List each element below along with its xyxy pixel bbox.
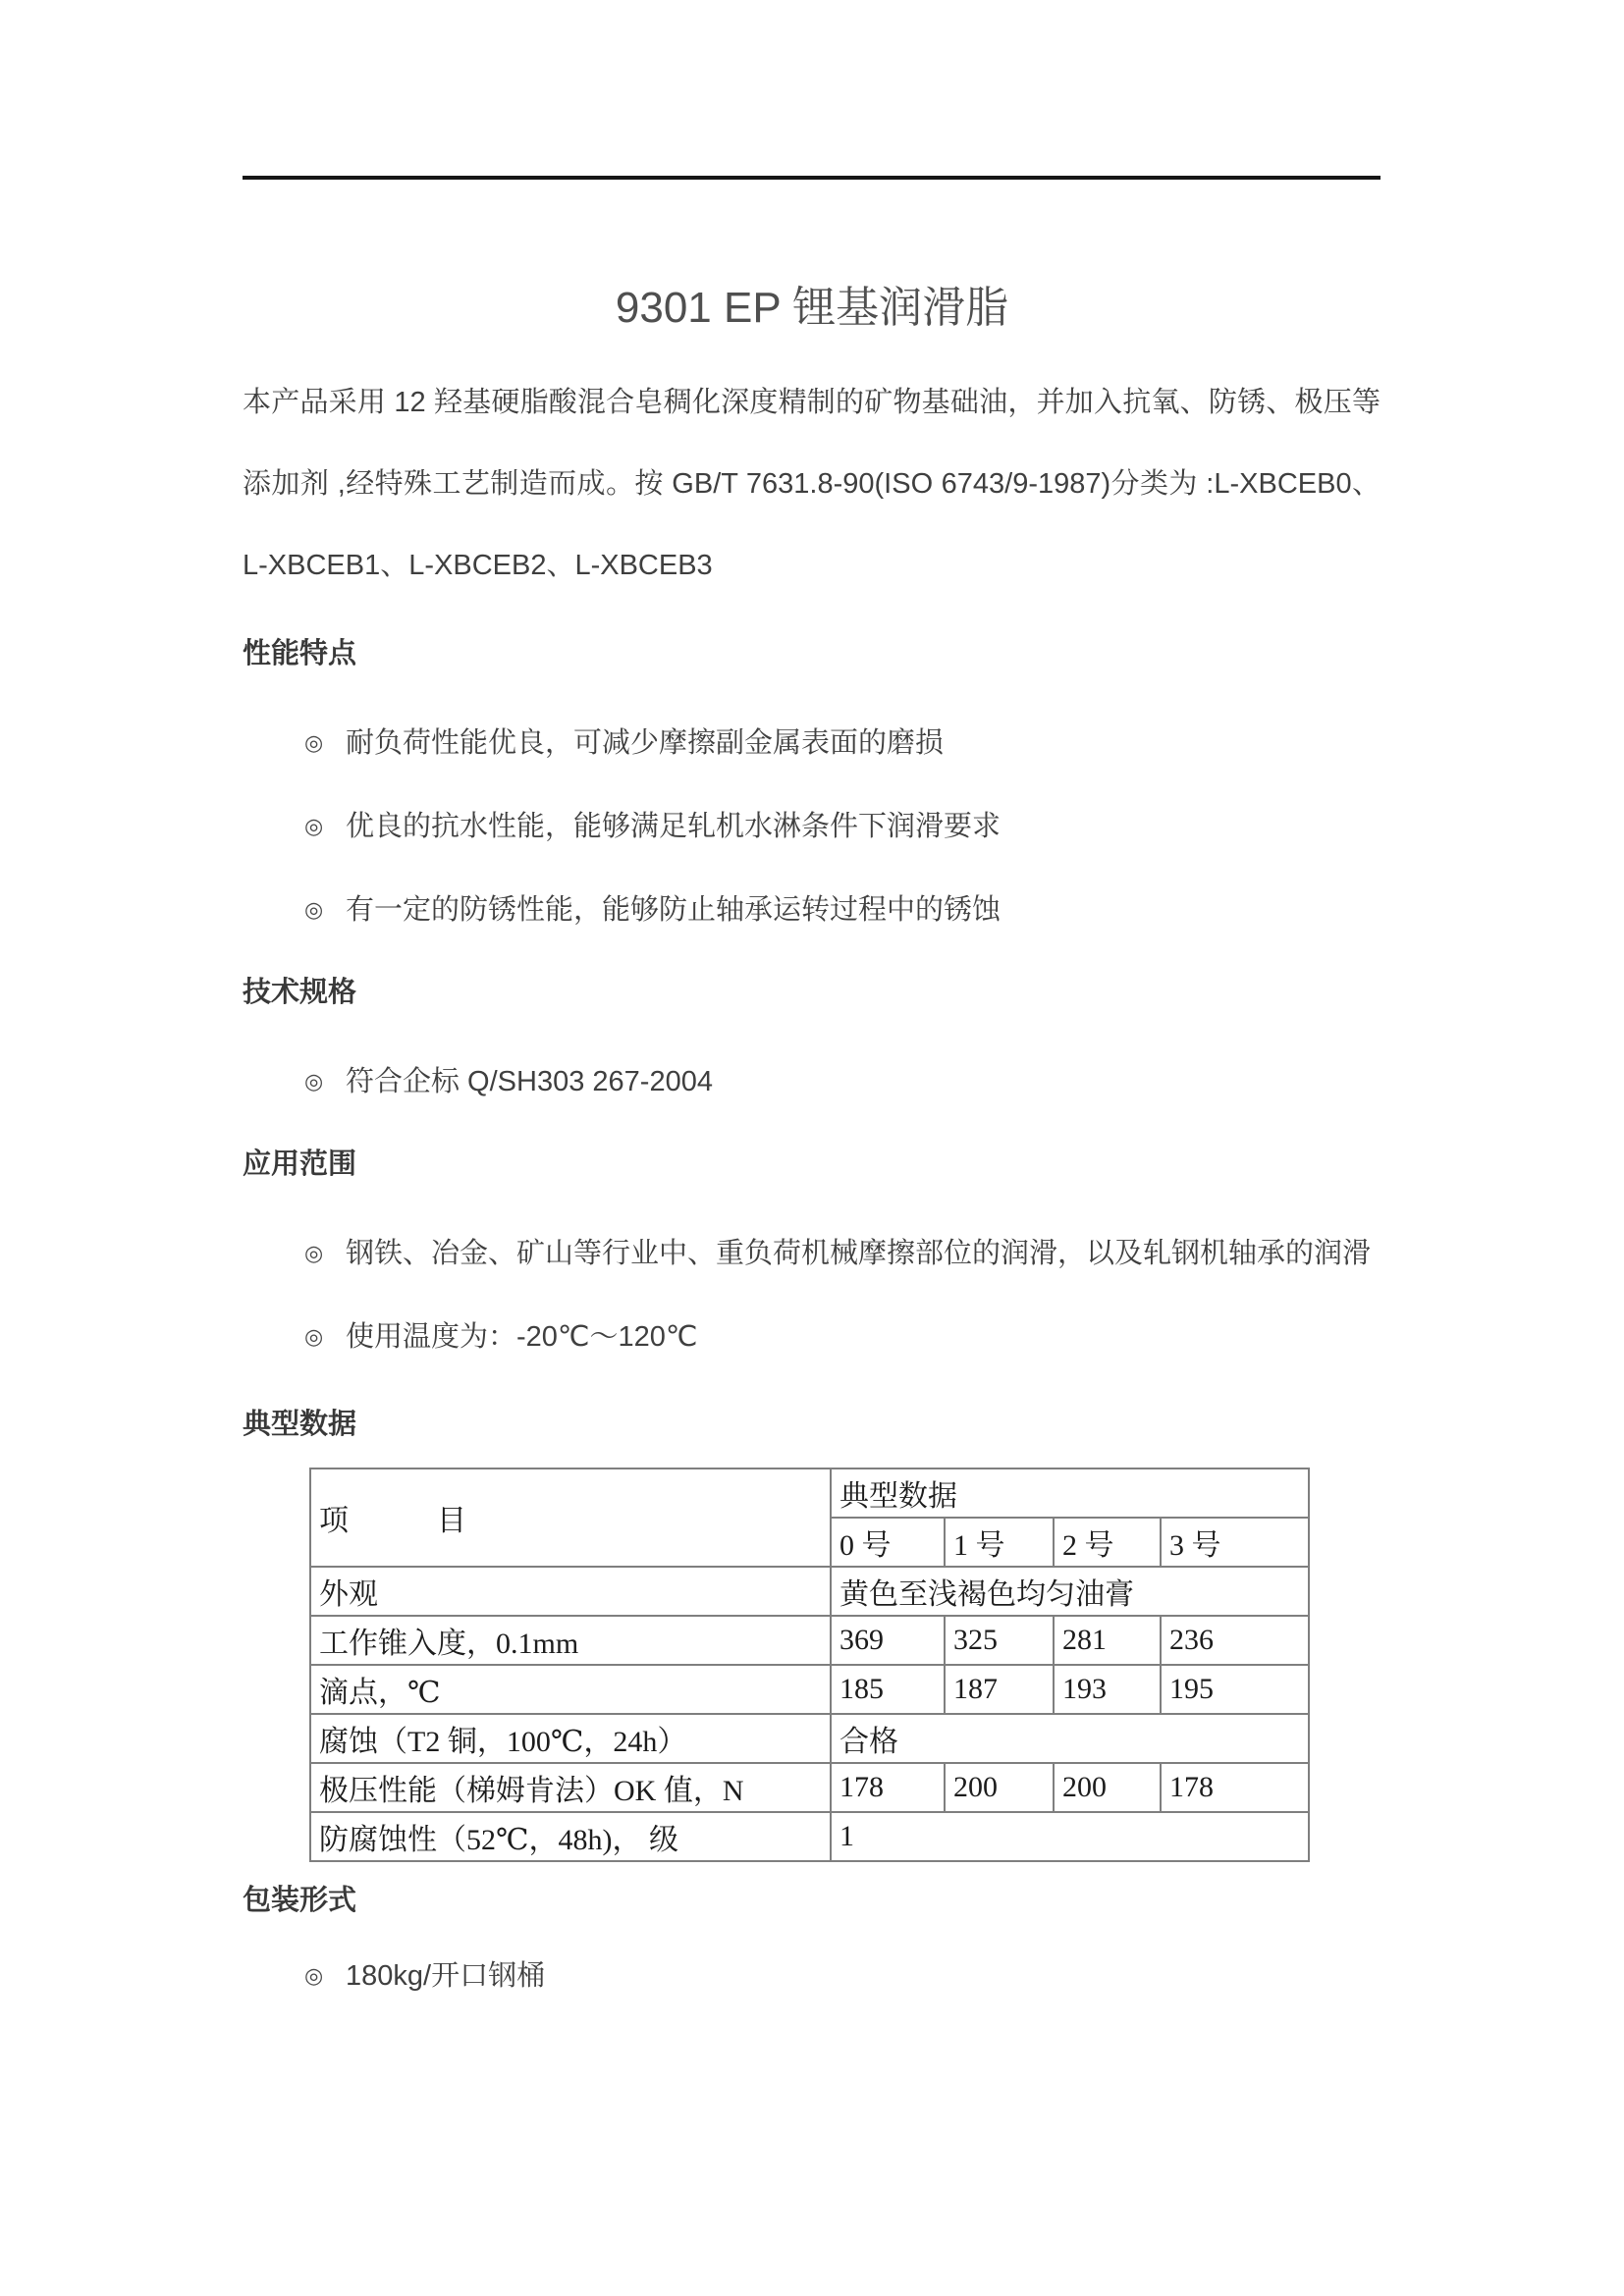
list-item-text: 耐负荷性能优良，可减少摩擦副金属表面的磨损 [346, 727, 945, 759]
header-rule [243, 176, 1380, 180]
row-label: 腐蚀（T2 铜，100℃，24h） [310, 1714, 831, 1763]
list-item [304, 1235, 1384, 1273]
row-label: 极压性能（梯姆肯法）OK 值，N [310, 1763, 831, 1812]
intro-line-1: 本产品采用 12 羟基硬脂酸混合皂稠化深度精制的矿物基础油，并加入抗氧、防锈、极压等 [243, 387, 1380, 418]
section-heading-packaging: 包装形式 [243, 1885, 357, 1916]
list-item-text: 钢铁、冶金、矿山等行业中、重负荷机械摩擦部位的润滑，以及轧钢机轴承的润滑 [346, 1238, 1372, 1269]
row-value: 187 [945, 1665, 1054, 1714]
section-heading-specs: 技术规格 [243, 977, 357, 1008]
list-item [304, 724, 1384, 763]
row-value: 325 [945, 1616, 1054, 1665]
row-value: 195 [1161, 1665, 1309, 1714]
table-row [310, 1763, 1309, 1812]
row-label: 防腐蚀性（52℃，48h)， 级 [310, 1812, 831, 1861]
list-item-text: 有一定的防锈性能，能够防止轴承运转过程中的锈蚀 [346, 894, 1001, 926]
table-header-group: 典型数据 [831, 1468, 1309, 1518]
row-merged-value: 黄色至浅褐色均匀油膏 [831, 1567, 1309, 1616]
row-value: 281 [1054, 1616, 1161, 1665]
table-grade-3: 3 号 [1161, 1518, 1309, 1567]
bullet-icon: ◎ [304, 814, 324, 838]
row-value: 178 [831, 1763, 945, 1812]
table-row [310, 1812, 1309, 1861]
intro-line-2: 添加剂 ,经特殊工艺制造而成。按 GB/T 7631.8-90(ISO 6743/9-1987)分类为 :L-XBCEB0、 [243, 468, 1380, 500]
row-value: 200 [945, 1763, 1054, 1812]
section-heading-typical-data: 典型数据 [243, 1409, 357, 1440]
row-value: 236 [1161, 1616, 1309, 1665]
list-item [304, 1063, 1384, 1101]
bullet-icon: ◎ [304, 1324, 324, 1349]
table-row [310, 1714, 1309, 1763]
intro-line-3: L-XBCEB1、L-XBCEB2、L-XBCEB3 [243, 550, 713, 581]
table-grade-1: 1 号 [945, 1518, 1054, 1567]
row-label: 工作锥入度，0.1mm [310, 1616, 831, 1665]
bullet-icon: ◎ [304, 1241, 324, 1265]
row-value: 200 [1054, 1763, 1161, 1812]
row-label: 外观 [310, 1567, 831, 1616]
row-value: 193 [1054, 1665, 1161, 1714]
table-row [310, 1616, 1309, 1665]
page-title: 9301 EP 锂基润滑脂 [615, 284, 1009, 332]
row-merged-value: 合格 [831, 1714, 1309, 1763]
row-label: 滴点，℃ [310, 1665, 831, 1714]
bullet-icon: ◎ [304, 1069, 324, 1094]
section-heading-applications: 应用范围 [243, 1148, 357, 1180]
row-value: 369 [831, 1616, 945, 1665]
row-merged-value: 1 [831, 1812, 1309, 1861]
list-item-text: 180kg/开口钢桶 [346, 1960, 546, 1992]
row-value: 185 [831, 1665, 945, 1714]
table-row [310, 1567, 1309, 1616]
list-item [304, 1318, 1384, 1357]
table-grade-2: 2 号 [1054, 1518, 1161, 1567]
row-value: 178 [1161, 1763, 1309, 1812]
list-item-text: 优良的抗水性能，能够满足轧机水淋条件下润滑要求 [346, 811, 1001, 842]
bullet-icon: ◎ [304, 1963, 324, 1988]
table-grade-0: 0 号 [831, 1518, 945, 1567]
list-item [304, 1957, 1384, 1996]
list-item-text: 使用温度为：-20℃～120℃ [346, 1321, 698, 1353]
section-heading-features: 性能特点 [243, 638, 357, 669]
table-header-row [310, 1468, 1309, 1518]
bullet-icon: ◎ [304, 730, 324, 755]
typical-data-table [309, 1468, 1310, 1862]
table-header-item: 项 目 [310, 1468, 831, 1567]
list-item [304, 808, 1384, 846]
list-item [304, 891, 1384, 930]
list-item-text: 符合企标 Q/SH303 267-2004 [346, 1066, 713, 1097]
table-row [310, 1665, 1309, 1714]
bullet-icon: ◎ [304, 897, 324, 922]
